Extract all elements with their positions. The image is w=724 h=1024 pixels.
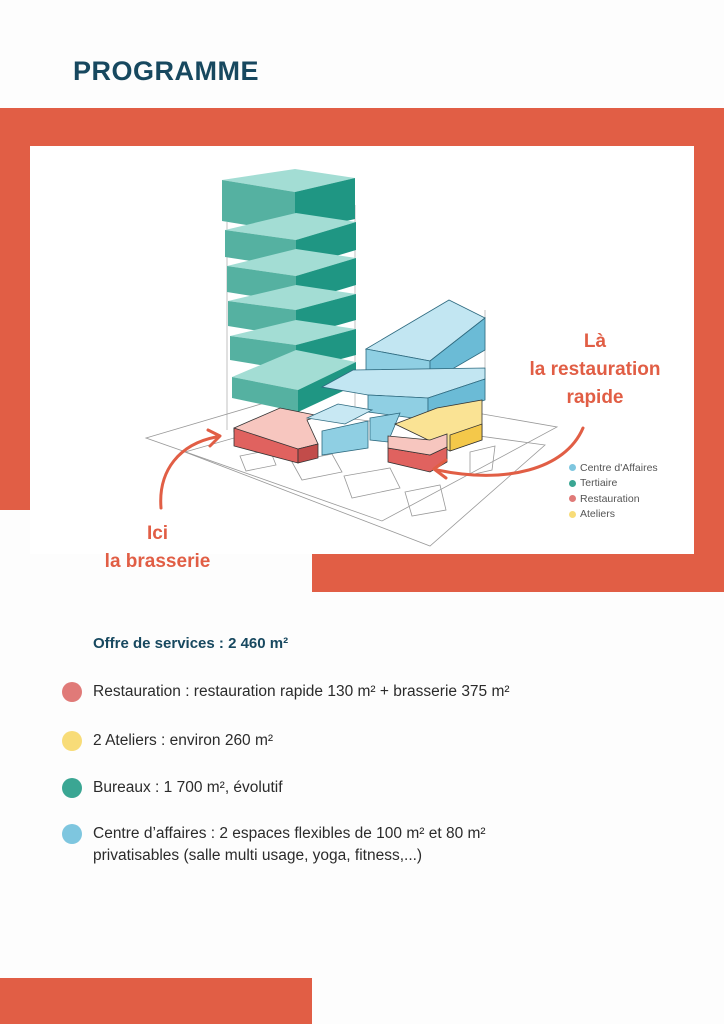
service-line: Centre d’affaires : 2 espaces flexibles de 100 m² et 80 m² bbox=[93, 825, 486, 842]
legend-label: Tertiaire bbox=[580, 477, 618, 490]
services-title: Offre de services : 2 460 m² bbox=[93, 635, 289, 652]
service-item bbox=[62, 681, 633, 703]
legend-dot-icon bbox=[569, 464, 576, 471]
legend-item bbox=[569, 476, 658, 492]
legend-label: Restauration bbox=[580, 492, 640, 505]
legend-dot-icon bbox=[569, 511, 576, 518]
service-text bbox=[93, 681, 633, 703]
tower-floors bbox=[222, 169, 356, 412]
callout-line: rapide bbox=[566, 387, 624, 408]
legend-label: Ateliers bbox=[580, 508, 616, 521]
legend-item bbox=[569, 507, 658, 523]
legend-dot-icon bbox=[569, 480, 576, 487]
service-item bbox=[62, 777, 633, 799]
legend-item bbox=[569, 491, 658, 507]
service-text bbox=[93, 777, 633, 799]
service-line: privatisables (salle multi usage, yoga, fitness,...) bbox=[93, 847, 423, 864]
bullet-dot-icon bbox=[62, 824, 82, 844]
page-title: PROGRAMME bbox=[73, 56, 259, 86]
callout-line: la restauration bbox=[529, 359, 661, 380]
arrow-brasserie bbox=[161, 430, 220, 508]
service-line: Restauration : restauration rapide 130 m² + brasserie 375 m² bbox=[93, 683, 510, 700]
service-line: 2 Ateliers : environ 260 m² bbox=[93, 732, 274, 749]
callout-brasserie bbox=[85, 520, 230, 576]
legend bbox=[569, 460, 658, 522]
bullet-dot-icon bbox=[62, 731, 82, 751]
callout-line: la brasserie bbox=[104, 551, 211, 572]
callout-line: Ici bbox=[146, 523, 169, 544]
service-text bbox=[93, 730, 633, 752]
service-text bbox=[93, 823, 633, 867]
bullet-dot-icon bbox=[62, 682, 82, 702]
legend-dot-icon bbox=[569, 495, 576, 502]
service-item bbox=[62, 823, 633, 867]
bullet-dot-icon bbox=[62, 778, 82, 798]
legend-item bbox=[569, 460, 658, 476]
service-item bbox=[62, 730, 633, 752]
callout-line: Là bbox=[583, 331, 607, 352]
service-line: Bureaux : 1 700 m², évolutif bbox=[93, 779, 283, 796]
legend-label: Centre d'Affaires bbox=[580, 461, 658, 474]
callout-restauration-rapide bbox=[515, 328, 675, 412]
